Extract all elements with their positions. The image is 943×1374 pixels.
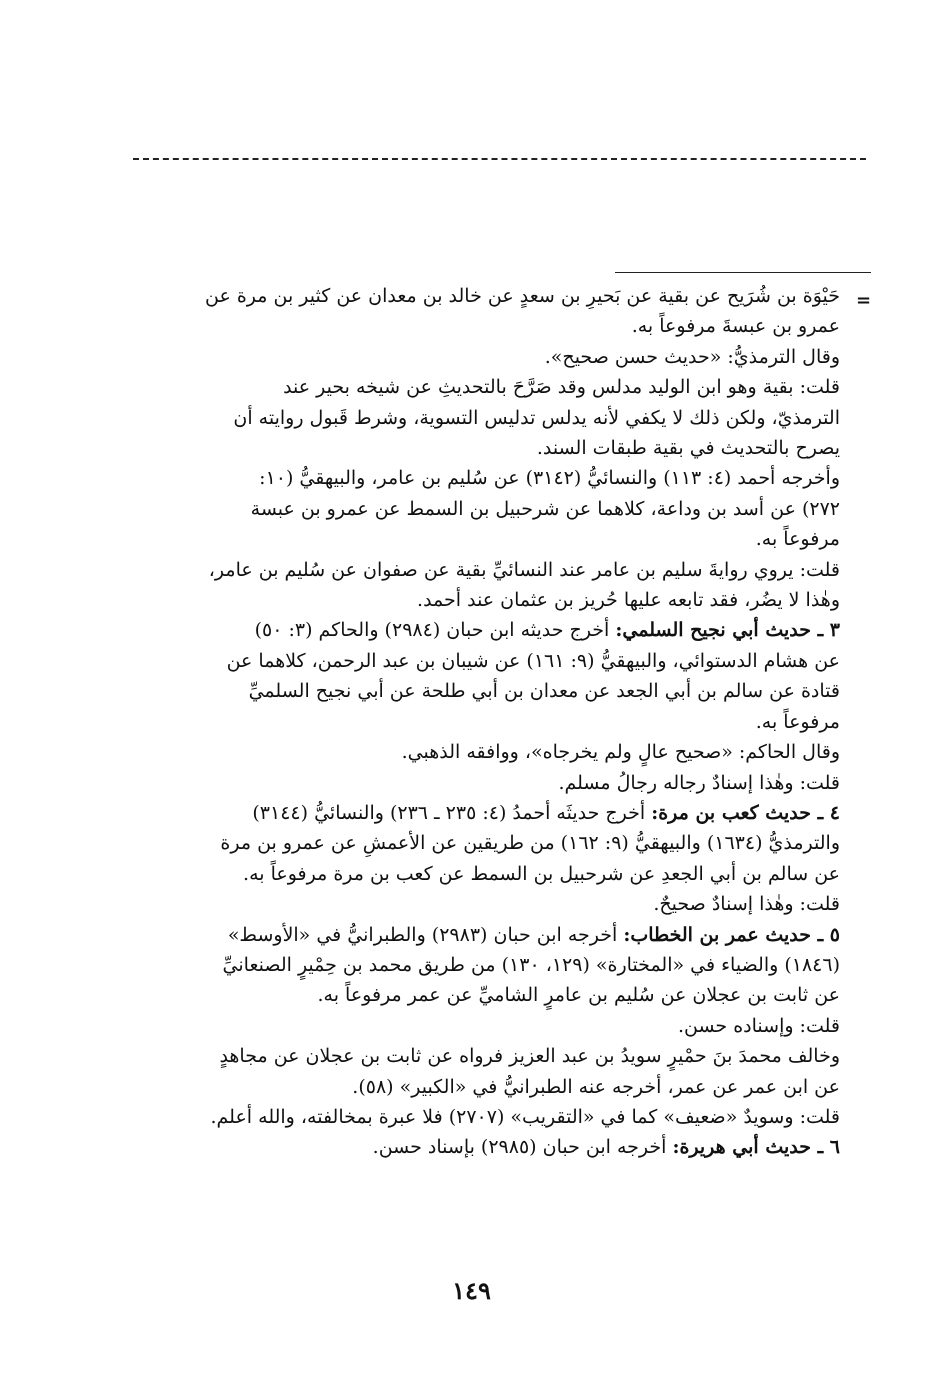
line-text: يصرح بالتحديث في بقية طبقات السند. <box>536 437 840 460</box>
text-line <box>128 433 840 463</box>
line-text: الترمذيّ، ولكن ذلك لا يكفي لأنه يدلس تدليس التسوية، وشرط قَبول روايته أن <box>233 406 840 429</box>
footnote-separator-rule <box>615 272 871 273</box>
line-text: قلت: وهٰذا إسنادٌ رجاله رجالُ مسلم. <box>558 771 840 794</box>
text-line <box>128 1102 840 1132</box>
text-line <box>128 1132 840 1162</box>
line-text: قلت: يروي روايةَ سليم بن عامر عند النسائيِّ بقية عن صفوان عن سُليم بن عامر، <box>208 558 840 581</box>
line-text: قلت: وسويدٌ «ضعيف» كما في «التقريب» (٢٧٠٧) فلا عبرة بمخالفته، والله أعلم. <box>210 1105 840 1128</box>
top-dashed-rule <box>133 158 866 160</box>
hadith-heading: ٦ ـ حديث أبي هريرة: <box>672 1136 840 1159</box>
line-text: وقال الترمذيُّ: «حديث حسن صحيح». <box>544 345 840 368</box>
text-line <box>128 1041 840 1071</box>
text-line <box>128 737 840 767</box>
text-line <box>128 555 840 585</box>
line-text: عن ابن عمر عن عمر، أخرجه عنه الطبرانيُّ في «الكبير» (٥٨). <box>352 1075 840 1098</box>
line-text: أخرج حديثه ابن حبان (٢٩٨٤) والحاكم (٣: ٥٠) <box>254 619 616 642</box>
text-line <box>128 859 840 889</box>
text-line <box>128 342 840 372</box>
hadith-heading: ٥ ـ حديث عمر بن الخطاب: <box>623 923 840 946</box>
text-line <box>128 1011 840 1041</box>
text-line <box>128 311 840 341</box>
text-line <box>128 980 840 1010</box>
text-line <box>128 1072 840 1102</box>
line-text: عمرو بن عبسةَ مرفوعاً به. <box>631 315 840 338</box>
line-text: حَيْوَة بن شُرَيح عن بقية عن بَحيرِ بن سعدٍ عن خالد بن معدان عن كثير بن مرة عن <box>205 285 840 307</box>
continuation-marker: = <box>856 290 872 311</box>
text-line <box>128 524 840 554</box>
line-text: وقال الحاكم: «صحيح عالٍ ولم يخرجاه»، ووافقه الذهبي. <box>401 741 840 764</box>
text-line <box>128 768 840 798</box>
line-text: قتادة عن سالم بن أبي الجعد عن معدان بن أبي طلحة عن أبي نجيح السلميِّ <box>248 680 840 703</box>
line-text: أخرجه ابن حبان (٢٩٨٣) والطبرانيُّ في «الأوسط» <box>227 923 624 946</box>
text-line <box>128 585 840 615</box>
line-text: والترمذيُّ (١٦٣٤) والبيهقيُّ (٩: ١٦٢) من طريقين عن الأعمشِ عن عمرو بن مرة <box>220 832 840 855</box>
text-line <box>128 676 840 706</box>
line-text: ٢٧٢) عن أسد بن وداعة، كلاهما عن شرحبيل بن السمط عن عمرو بن عبسة <box>250 497 840 520</box>
text-line <box>128 950 840 980</box>
line-text: مرفوعاً به. <box>755 528 840 551</box>
text-line <box>128 798 840 828</box>
line-text: (١٨٤٦) والضياء في «المختارة» (١٢٩، ١٣٠) من طريق محمد بن حِمْيرٍ الصنعانيِّ <box>222 953 840 976</box>
text-line <box>128 463 840 493</box>
text-line <box>128 615 840 645</box>
line-text: وخالف محمدَ بنَ حمْيرٍ سويدُ بن عبد العزيز فرواه عن ثابت بن عجلان عن مجاهدٍ <box>219 1045 840 1068</box>
text-line <box>128 889 840 919</box>
hadith-heading: ٣ ـ حديث أبي نجيح السلمي: <box>615 619 840 642</box>
line-text: قلت: وإسناده حسن. <box>677 1014 840 1037</box>
text-line <box>128 707 840 737</box>
line-text: أخرجه ابن حبان (٢٩٨٥) بإسناد حسن. <box>372 1136 673 1159</box>
text-line <box>128 281 840 311</box>
line-text: وهٰذا لا يضُر، فقد تابعه عليها حُريز بن عثمان عند أحمد. <box>417 589 840 612</box>
line-text: قلت: بقية وهو ابن الوليد مدلس وقد صَرَّحَ بالتحديثِ عن شيخه بحير عند <box>283 376 840 399</box>
text-line <box>128 403 840 433</box>
text-line <box>128 494 840 524</box>
text-line <box>128 372 840 402</box>
line-text: مرفوعاً به. <box>755 710 840 733</box>
line-text: قلت: وهٰذا إسنادٌ صحيحٌ. <box>653 893 840 916</box>
line-text: عن ثابت بن عجلان عن سُليم بن عامرٍ الشاميِّ عن عمر مرفوعاً به. <box>317 984 840 1007</box>
line-text: عن سالم بن أبي الجعدِ عن شرحبيل بن السمط عن كعب بن مرة مرفوعاً به. <box>243 862 840 885</box>
text-line <box>128 920 840 950</box>
page-number: ١٤٩ <box>452 1276 491 1305</box>
footnote-text-block <box>128 281 840 1163</box>
text-line <box>128 828 840 858</box>
line-text: عن هشام الدستوائي، والبيهقيُّ (٩: ١٦١) عن شيبان بن عبد الرحمن، كلاهما عن <box>226 649 840 672</box>
text-line <box>128 646 840 676</box>
line-text: وأخرجه أحمد (٤: ١١٣) والنسائيُّ (٣١٤٢) عن سُليم بن عامر، والبيهقيُّ (١٠: <box>259 467 840 490</box>
line-text: أخرج حديثَه أحمدُ (٤: ٢٣٥ ـ ٢٣٦) والنسائيُّ (٣١٤٤) <box>252 801 652 824</box>
hadith-heading: ٤ ـ حديث كعب بن مرة: <box>651 801 840 824</box>
